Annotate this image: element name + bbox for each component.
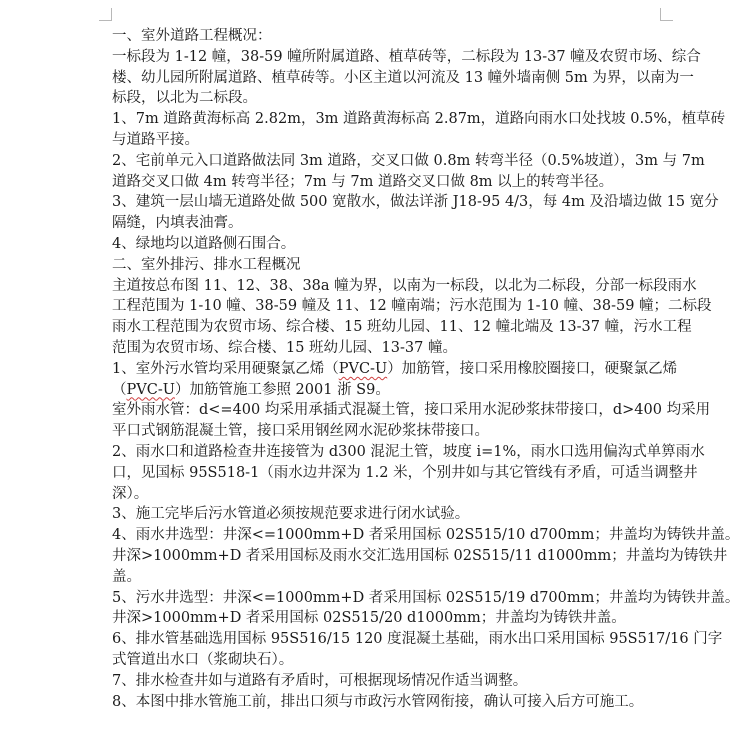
text-line: 范围为农贸市场、综合楼、15 班幼儿园、13-37 幢。 (112, 339, 457, 356)
document-body[interactable] (112, 26, 740, 712)
text-line: 平口式钢筋混凝土管，接口采用钢丝网水泥砂浆抹带接口。 (112, 423, 489, 440)
text-line: 盖。 (112, 568, 141, 585)
text-line: 式管道出水口（浆砌块石）。 (112, 651, 294, 668)
text-line: 1、室外污水管均采用硬聚氯乙烯（PVC-U）加筋管，接口采用橡胶圈接口，硬聚氯乙烯 (112, 360, 678, 377)
text-line: 4、绿地均以道路侧石围合。 (112, 235, 296, 252)
text-line: 3、建筑一层山墙无道路处做 500 宽散水，做法详浙 J18-95 4/3，每 4m 及沿墙边做 15 宽分 (112, 194, 719, 211)
text-line: 7、排水检查井如与道路有矛盾时，可根据现场情况作适当调整。 (112, 672, 528, 689)
text-line: 室外雨水管：d<=400 均采用承插式混凝土管，接口采用水泥砂浆抹带接口，d>400 均采用 (112, 402, 711, 419)
text-line: 2、雨水口和道路检查井连接管为 d300 混泥土管，坡度 i=1%，雨水口选用偏沟式单箅雨水 (112, 443, 705, 460)
margin-corner-mark-top-right (660, 8, 673, 21)
margin-corner-mark-top-left (99, 8, 112, 21)
text-line: 6、排水管基础选用国标 95S516/15 120 度混凝土基础，雨水出口采用国标 95S517/16 门字 (112, 631, 723, 648)
text-line: 口，见国标 95S518-1（雨水边井深为 1.2 米，个别井如与其它管线有矛盾，可适当调整井 (112, 464, 698, 481)
text-line: 工程范围为 1-10 幢、38-59 幢及 11、12 幢南端；污水范围为 1-10 幢、38-59 幢；二标段 (112, 298, 712, 315)
text-line: 与道路平接。 (112, 131, 199, 148)
text-line: 隔缝，内填表油膏。 (112, 215, 243, 232)
text-line: 井深>1000mm+D 者采用国标及雨水交汇选用国标 02S515/11 d1000mm；井盖均为铸铁井 (112, 547, 728, 564)
text-line: 4、雨水井选型：井深<=1000mm+D 者采用国标 02S515/10 d700mm；井盖均为铸铁井盖。 (112, 527, 740, 544)
text-line: 主道按总布图 11、12、38、38a 幢为界，以南为一标段，以北为二标段，分部一标段雨水 (112, 277, 697, 294)
text-line: 3、施工完毕后污水管道必须按规范要求进行闭水试验。 (112, 506, 470, 523)
text-line: 5、污水井选型：井深<=1000mm+D 者采用国标 02S515/19 d700mm；井盖均为铸铁井盖。 (112, 589, 740, 606)
text-line: 1、7m 道路黄海标高 2.82m，3m 道路黄海标高 2.87m，道路向雨水口处找坡 0.5%，植草砖 (112, 111, 726, 128)
text-line: 一标段为 1-12 幢，38-59 幢所附属道路、植草砖等，二标段为 13-37 幢及农贸市场、综合 (112, 48, 701, 65)
text-line: 标段，以北为二标段。 (112, 90, 257, 107)
text-line: 井深>1000mm+D 者采用国标 02S515/20 d1000mm；井盖均为铸铁井盖。 (112, 610, 626, 627)
text-line: 道路交叉口做 4m 转弯半径；7m 与 7m 道路交叉口做 8m 以上的转弯半径。 (112, 173, 614, 190)
text-line: 二、室外排污、排水工程概况 (112, 256, 301, 273)
text-line: 8、本图中排水管施工前，排出口须与市政污水管网衔接，确认可接入后方可施工。 (112, 693, 644, 710)
text-line: （PVC-U）加筋管施工参照 2001 浙 S9。 (112, 381, 390, 398)
text-line: 深）。 (112, 485, 149, 502)
text-line: 雨水工程范围为农贸市场、综合楼、15 班幼儿园、11、12 幢北端及 13-37 幢，污水工程 (112, 319, 692, 336)
text-line: 一、室外道路工程概况： (112, 28, 272, 44)
text-line: 楼、幼儿园所附属道路、植草砖等。小区主道以河流及 13 幢外墙南侧 5m 为界，以南为一 (112, 69, 694, 86)
text-line: 2、宅前单元入口道路做法同 3m 道路，交叉口做 0.8m 转弯半径（0.5%坡道），3m 与 7m (112, 152, 705, 169)
